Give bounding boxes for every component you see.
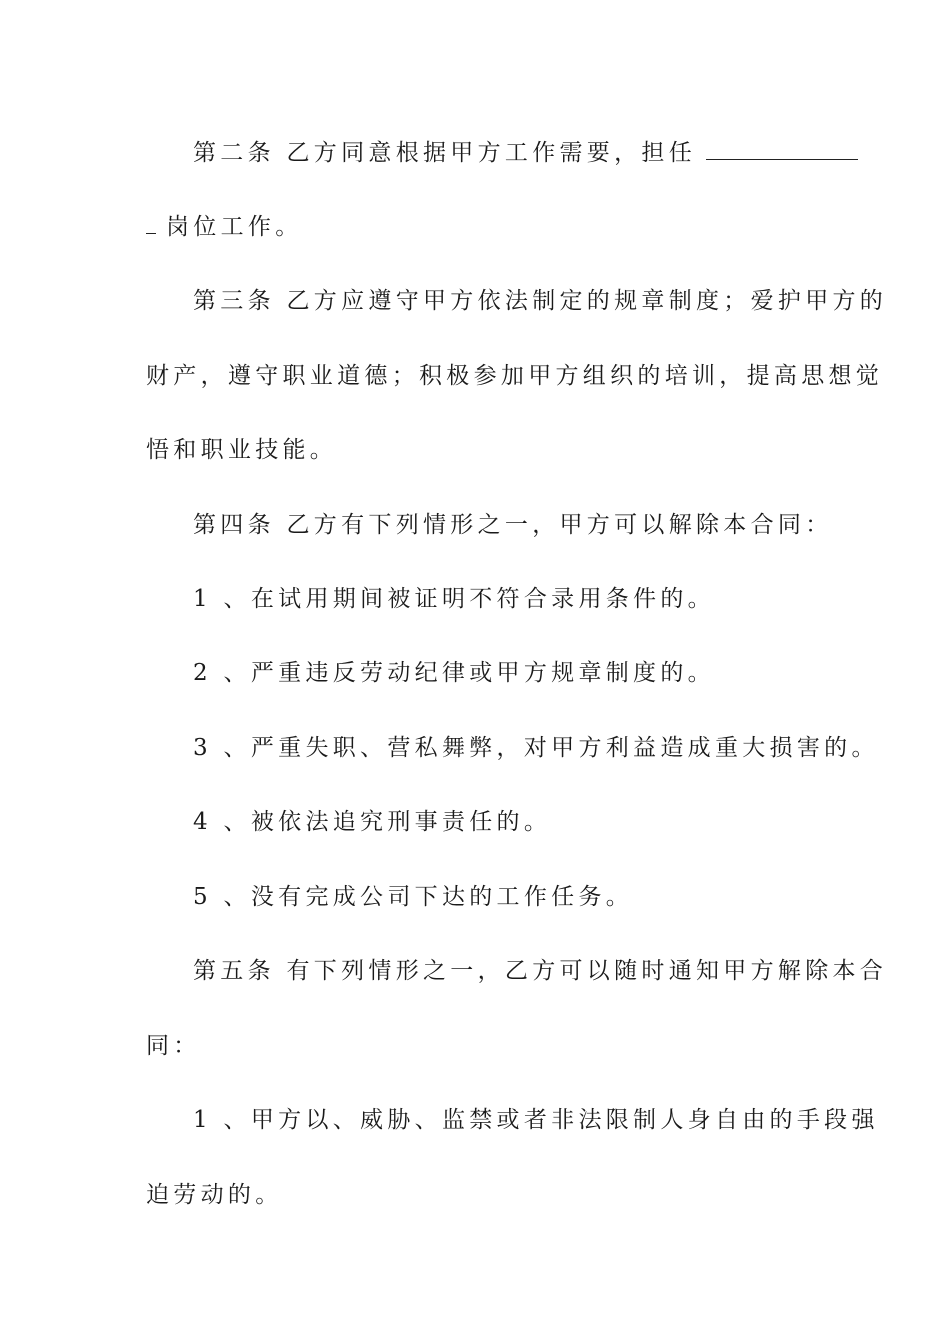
article-5-line-1: 第五条 有下列情形之一，乙方可以随时通知甲方解除本合 bbox=[193, 958, 888, 984]
article-2-text-end: 岗位工作。 bbox=[166, 214, 303, 240]
article-4-heading: 第四条 乙方有下列情形之一，甲方可以解除本合同： bbox=[193, 512, 833, 538]
article-3-line-2: 财产，遵守职业道德；积极参加甲方组织的培训，提高思想觉 bbox=[146, 363, 884, 389]
article-5-item-1-line-2: 迫劳动的。 bbox=[146, 1182, 283, 1208]
article-2-line-2 bbox=[146, 212, 806, 242]
article-3-line-3: 悟和职业技能。 bbox=[146, 437, 338, 463]
article-4-item-3: 3 、严重失职、营私舞弊，对甲方利益造成重大损害的。 bbox=[193, 735, 879, 761]
position-blank-field-end bbox=[146, 213, 156, 234]
article-3-line-1: 第三条 乙方应遵守甲方依法制定的规章制度；爱护甲方的 bbox=[193, 288, 888, 314]
article-4-item-1: 1 、在试用期间被证明不符合录用条件的。 bbox=[193, 586, 715, 612]
article-4-item-2: 2 、严重违反劳动纪律或甲方规章制度的。 bbox=[193, 660, 715, 686]
article-5-item-1-line-1: 1 、甲方以、威胁、监禁或者非法限制人身自由的手段强 bbox=[193, 1107, 879, 1133]
article-2-text: 第二条 乙方同意根据甲方工作需要，担任 bbox=[193, 140, 697, 166]
article-4-item-5: 5 、没有完成公司下达的工作任务。 bbox=[193, 884, 634, 910]
article-2-line-1 bbox=[193, 138, 853, 168]
position-blank-field bbox=[706, 139, 858, 160]
article-4-item-4: 4 、被依法追究刑事责任的。 bbox=[193, 809, 552, 835]
article-5-line-2: 同： bbox=[146, 1033, 201, 1059]
